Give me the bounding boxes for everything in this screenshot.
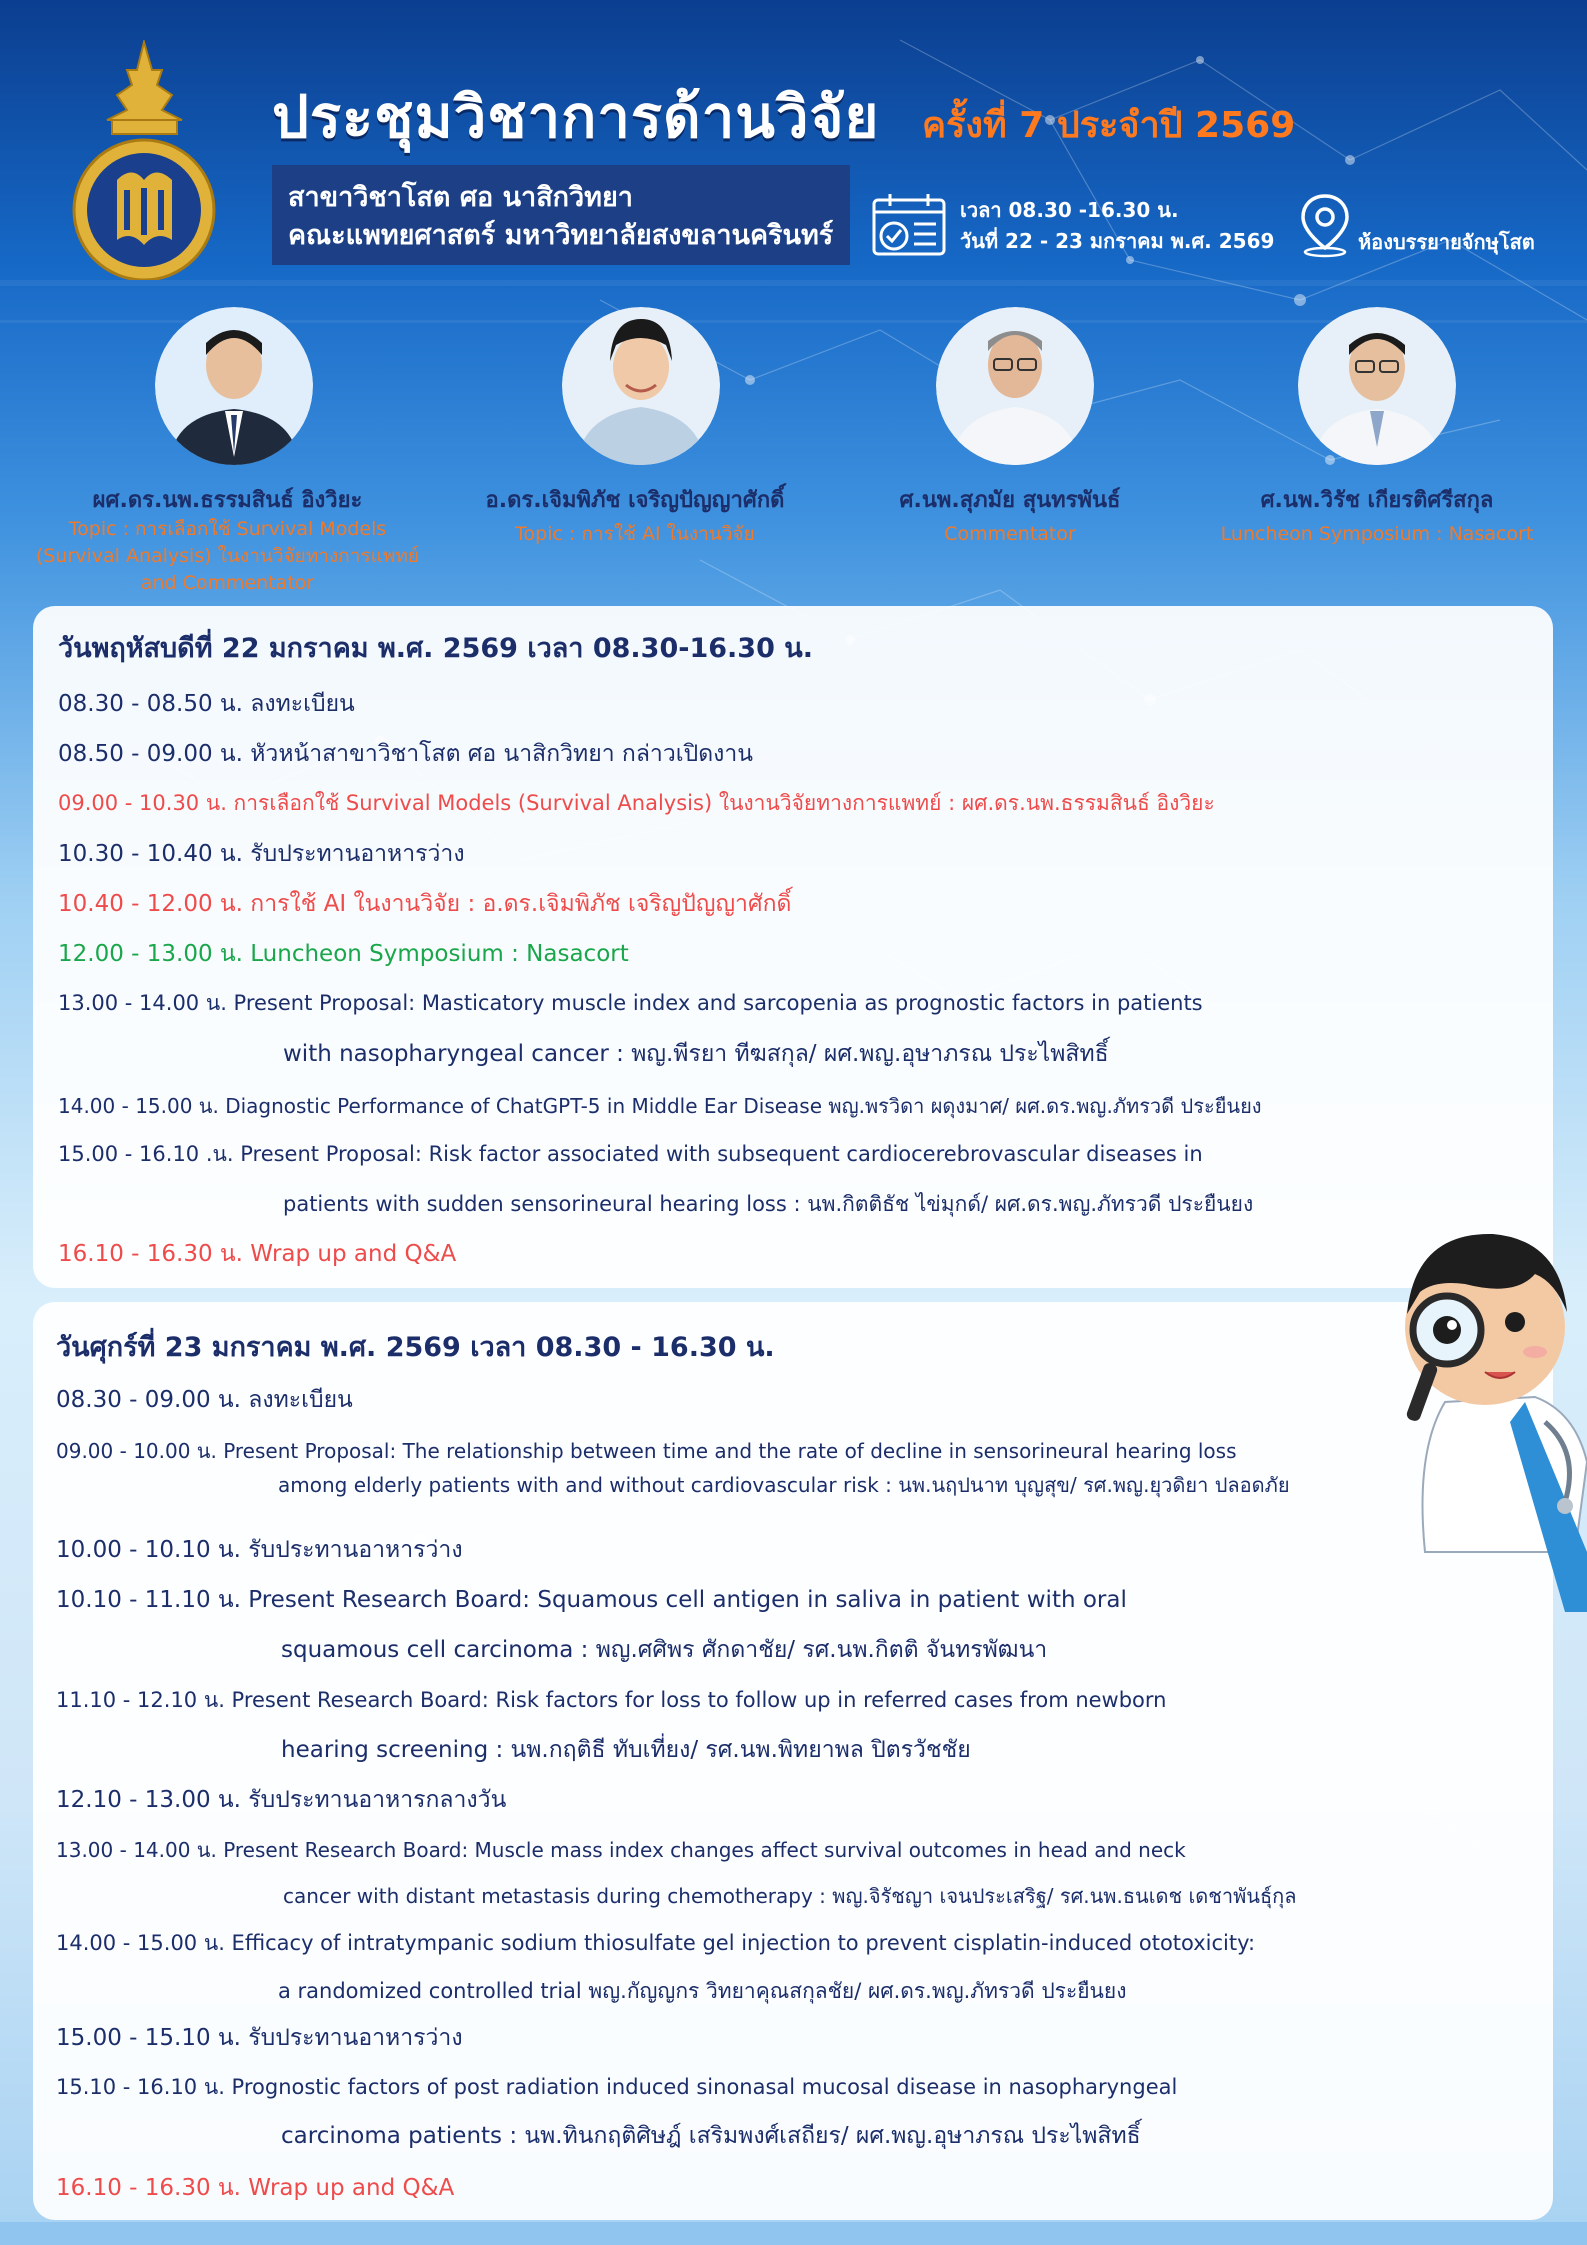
speaker-3-role-line: Commentator [944,523,1076,545]
day2-line: 11.10 - 12.10 น. Present Research Board: Risk factors for loss to follow up in referred cases from newborn [56,1688,1167,1712]
university-logo [62,40,227,280]
day2-heading: วันศุกร์ที่ 23 มกราคม พ.ศ. 2569 เวลา 08.30 - 16.30 น. [56,1332,775,1363]
day2-line: 10.10 - 11.10 น. Present Research Board: Squamous cell antigen in saliva in patient with oral [56,1587,1127,1613]
day1-line: patients with sudden sensorineural hearing loss : นพ.กิตติธัช ไข่มุกด์/ ผศ.ดร.พญ.ภัทรวดี ประยืนยง [283,1192,1254,1216]
speaker-1-role-line: and Commentator [140,572,315,594]
day1-heading: วันพฤหัสบดีที่ 22 มกราคม พ.ศ. 2569 เวลา 08.30-16.30 น. [58,633,813,664]
speaker-1-role-line: (Survival Analysis) ในงานวิจัยทางการแพทย์ [35,545,420,567]
day2-line: 08.30 - 09.00 น. ลงทะเบียน [56,1387,353,1413]
speaker-2-role [420,521,850,548]
day1-line: 08.30 - 08.50 น. ลงทะเบียน [58,691,355,717]
speaker-1-role [0,516,455,597]
day2-line: 10.00 - 10.10 น. รับประทานอาหารว่าง [56,1537,463,1563]
department-line: สาขาวิชาโสต ศอ นาสิกวิทยา [288,182,633,213]
speaker-4-role-line: Luncheon Symposium : Nasacort [1220,523,1534,545]
day1-line: 08.50 - 09.00 น. หัวหน้าสาขาวิชาโสต ศอ นาสิกวิทยา กล่าวเปิดงาน [58,741,754,767]
faculty-line: คณะแพทยศาสตร์ มหาวิทยาลัยสงขลานครินทร์ [288,220,834,251]
day2-line: 12.10 - 13.00 น. รับประทานอาหารกลางวัน [56,1787,507,1813]
day2-line: among elderly patients with and without cardiovascular risk : นพ.นฤปนาท บุญสุข/ รศ.พญ.ยุวดิยา ปลอดภัย [278,1473,1290,1497]
event-edition: ครั้งที่ 7 ประจำปี 2569 [922,105,1296,146]
day2-line: 15.10 - 16.10 น. Prognostic factors of post radiation induced sinonasal mucosal disease in nasopharyngeal [56,2075,1178,2099]
speaker-1-role-line: Topic : การเลือกใช้ Survival Models [68,518,387,540]
day1-line: 12.00 - 13.00 น. Luncheon Symposium : Nasacort [58,941,629,967]
speaker-2-name: อ.ดร.เจิมพิภัช เจริญปัญญาศักดิ์ [485,488,785,513]
day1-line: 10.40 - 12.00 น. การใช้ AI ในงานวิจัย : อ.ดร.เจิมพิภัช เจริญปัญญาศักดิ์ [58,891,792,917]
speaker-1-photo [155,307,313,465]
speaker-4-name: ศ.นพ.วิรัช เกียรติศรีสกุล [1260,488,1494,513]
speaker-4-photo [1298,307,1456,465]
event-title: ประชุมวิชาการด้านวิจัย [272,83,880,151]
calendar-icon [870,192,950,258]
day2-line: 13.00 - 14.00 น. Present Research Board: Muscle mass index changes affect survival outcomes in head and neck [56,1838,1186,1862]
event-date: วันที่ 22 - 23 มกราคม พ.ศ. 2569 [960,229,1275,253]
location-pin-icon [1295,192,1355,258]
day1-line: 13.00 - 14.00 น. Present Proposal: Masticatory muscle index and sarcopenia as prognostic factors in patients [58,991,1203,1015]
event-time: เวลา 08.30 -16.30 น. [960,198,1179,222]
day2-line: hearing screening : นพ.กฤติธี ทับเที่ยง/ รศ.นพ.พิทยาพล ปิตรวัชชัย [281,1737,971,1763]
day1-line: with nasopharyngeal cancer : พญ.พีรยา ทีฆสกุล/ ผศ.พญ.อุษาภรณ ประไพสิทธิ์ [283,1041,1109,1067]
day2-line: 14.00 - 15.00 น. Efficacy of intratympanic sodium thiosulfate gel injection to prevent cisplatin-induced ototoxicity: [56,1931,1256,1955]
day2-line: 16.10 - 16.30 น. Wrap up and Q&A [56,2175,455,2201]
day2-line: carcinoma patients : นพ.ทินกฤติศิษฎ์ เสริมพงศ์เสถียร/ ผศ.พญ.อุษาภรณ ประไพสิทธิ์ [281,2123,1141,2149]
speaker-3-role [860,521,1160,548]
day2-line: 09.00 - 10.00 น. Present Proposal: The relationship between time and the rate of decline in sensorineural hearing loss [56,1439,1237,1463]
speaker-3-name: ศ.นพ.สุภมัย สุนทรพันธ์ [899,488,1121,513]
day1-line: 16.10 - 16.30 น. Wrap up and Q&A [58,1241,457,1267]
day2-line: 15.00 - 15.10 น. รับประทานอาหารว่าง [56,2025,463,2051]
speaker-2-role-line: Topic : การใช้ AI ในงานวิจัย [515,523,755,545]
day2-line: a randomized controlled trial พญ.กัญญกร วิทยาคุณสกุลชัย/ ผศ.ดร.พญ.ภัทรวดี ประยืนยง [278,1979,1127,2003]
day1-line: 10.30 - 10.40 น. รับประทานอาหารว่าง [58,841,465,867]
speaker-1-name: ผศ.ดร.นพ.ธรรมสินธ์ อิงวิยะ [92,488,363,513]
day1-line: 15.00 - 16.10 .น. Present Proposal: Risk factor associated with subsequent cardiocerebrovascular diseases in [58,1142,1203,1166]
speaker-2-photo [562,307,720,465]
day2-line: cancer with distant metastasis during chemotherapy : พญ.จิรัชญา เจนประเสริฐ/ รศ.นพ.ธนเดช เดชาพันธุ์กุล [283,1884,1297,1908]
event-room: ห้องบรรยายจักษุโสต [1358,230,1535,254]
speaker-3-photo [936,307,1094,465]
day1-line: 14.00 - 15.00 น. Diagnostic Performance of ChatGPT-5 in Middle Ear Disease พญ.พรวิดา ผดุงมาศ/ ผศ.ดร.พญ.ภัทรวดี ประยืนยง [58,1094,1262,1118]
day1-line: 09.00 - 10.30 น. การเลือกใช้ Survival Models (Survival Analysis) ในงานวิจัยทางการแพทย์ : ผศ.ดร.นพ.ธรรมสินธ์ อิงวิยะ [58,791,1215,815]
cartoon-doctor-illustration [1375,1222,1587,1642]
speaker-4-role [1182,521,1572,548]
bottom-strip [0,2222,1587,2245]
day2-line: squamous cell carcinoma : พญ.ศศิพร ศักดาชัย/ รศ.นพ.กิตติ จันทรพัฒนา [281,1637,1048,1663]
